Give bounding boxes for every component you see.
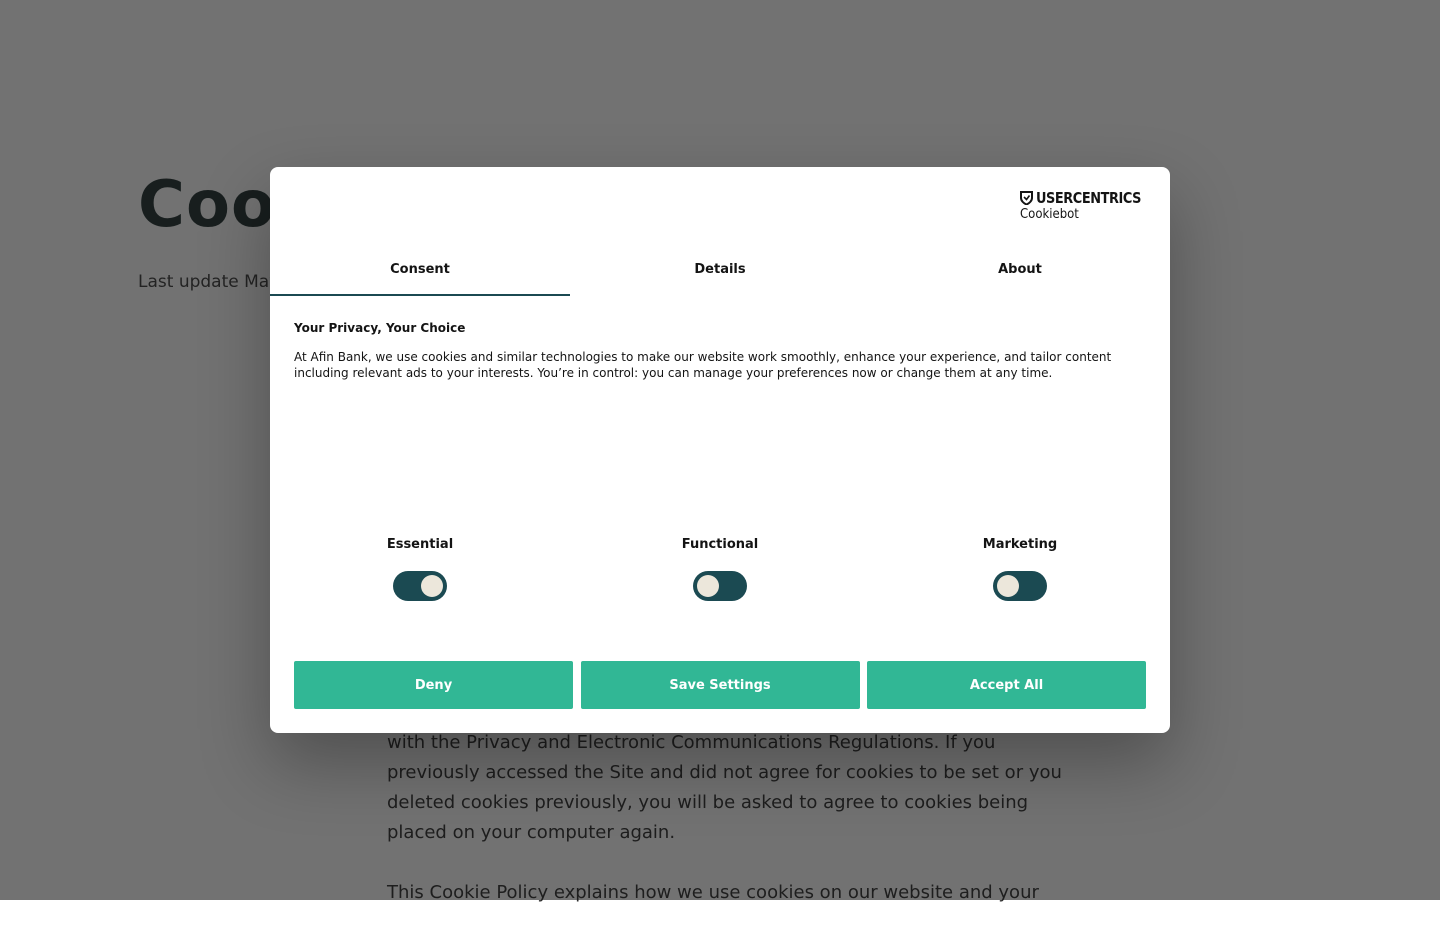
cookie-category-toggles <box>270 537 1170 601</box>
consent-description: At Afin Bank, we use cookies and similar technologies to make our website work smoothly, enhance your experience, and tailor content including relevant ads to your interests. You’re in control: you can manage your preferences now or change them at any time. <box>294 350 1112 380</box>
toggle-knob <box>697 575 719 597</box>
toggle-functional-label: Functional <box>681 537 759 552</box>
toggle-marketing-label: Marketing <box>982 537 1058 552</box>
toggle-knob <box>421 575 443 597</box>
tab-bar <box>270 249 1170 296</box>
consent-heading: Your Privacy, Your Choice <box>294 321 466 335</box>
brand-name: USERCENTRICS <box>1036 189 1141 207</box>
shield-icon <box>1020 191 1033 205</box>
toggle-essential-group <box>270 537 570 601</box>
toggle-functional[interactable] <box>693 571 747 601</box>
consent-buttons <box>294 661 1146 709</box>
consent-content <box>294 321 1146 381</box>
toggle-essential[interactable] <box>393 571 447 601</box>
tab-consent[interactable]: Consent <box>270 249 570 296</box>
cookie-consent-dialog <box>270 167 1170 733</box>
tab-about[interactable]: About <box>998 262 1042 277</box>
brand-product: Cookiebot <box>1020 207 1079 222</box>
accept-all-button[interactable]: Accept All <box>867 661 1146 709</box>
tab-details[interactable]: Details <box>694 262 746 277</box>
toggle-knob <box>997 575 1019 597</box>
usercentrics-logo <box>1020 189 1158 222</box>
toggle-marketing-group <box>870 537 1170 601</box>
save-settings-button[interactable]: Save Settings <box>581 661 860 709</box>
toggle-functional-group <box>570 537 870 601</box>
toggle-essential-label: Essential <box>386 537 454 552</box>
deny-button[interactable]: Deny <box>294 661 573 709</box>
toggle-marketing[interactable] <box>993 571 1047 601</box>
